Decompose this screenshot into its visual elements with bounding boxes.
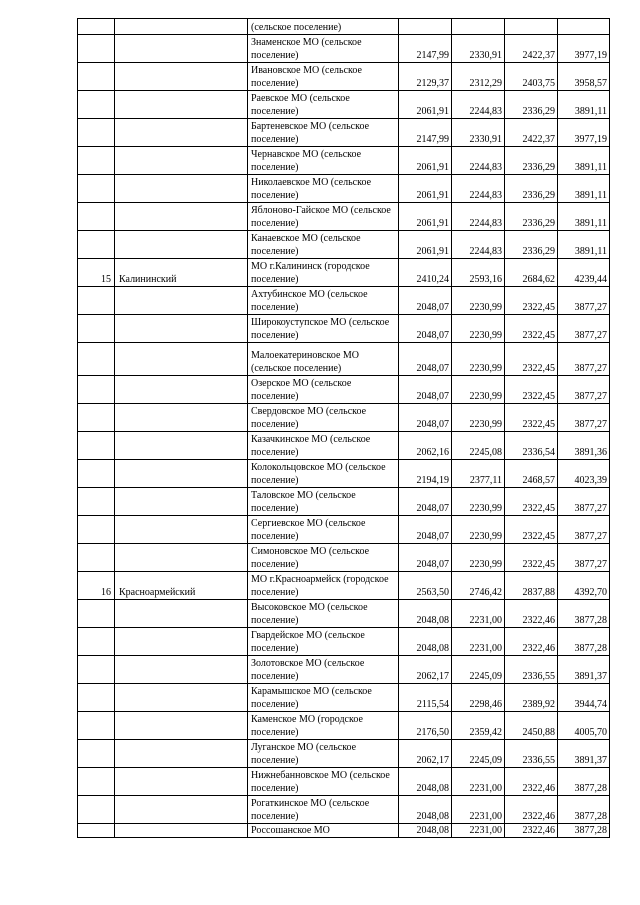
- row-number: [78, 287, 115, 315]
- value-col-1: [399, 19, 452, 35]
- table-row: [78, 231, 610, 259]
- value-col-1: 2048,07: [399, 376, 452, 404]
- municipality-name: Карамышское МО (сельское поселение): [248, 684, 399, 712]
- value-col-4: 3977,19: [558, 35, 610, 63]
- table-row: [78, 488, 610, 516]
- value-col-3: 2468,57: [505, 460, 558, 488]
- row-number: [78, 712, 115, 740]
- table-row: [78, 91, 610, 119]
- value-col-1: 2061,91: [399, 231, 452, 259]
- value-col-2: 2244,83: [452, 91, 505, 119]
- district-name: [115, 796, 248, 824]
- value-col-3: 2322,45: [505, 287, 558, 315]
- value-col-2: 2593,16: [452, 259, 505, 287]
- table-row: [78, 287, 610, 315]
- municipality-name: Бартеневское МО (сельское поселение): [248, 119, 399, 147]
- district-name: [115, 488, 248, 516]
- value-col-4: 3877,28: [558, 796, 610, 824]
- value-col-4: 3877,27: [558, 488, 610, 516]
- row-number: 15: [78, 259, 115, 287]
- value-col-1: 2176,50: [399, 712, 452, 740]
- district-name: [115, 432, 248, 460]
- value-col-1: 2061,91: [399, 203, 452, 231]
- value-col-3: [505, 19, 558, 35]
- value-col-4: 3977,19: [558, 119, 610, 147]
- value-col-4: 3891,11: [558, 175, 610, 203]
- value-col-2: 2244,83: [452, 147, 505, 175]
- value-col-2: 2230,99: [452, 404, 505, 432]
- table-body: [78, 19, 610, 838]
- value-col-1: 2061,91: [399, 175, 452, 203]
- row-number: [78, 19, 115, 35]
- row-number: 16: [78, 572, 115, 600]
- row-number: [78, 63, 115, 91]
- row-number: [78, 600, 115, 628]
- value-col-2: 2231,00: [452, 768, 505, 796]
- table-row: [78, 824, 610, 838]
- value-col-3: 2322,46: [505, 768, 558, 796]
- district-name: [115, 600, 248, 628]
- table-row: [78, 712, 610, 740]
- value-col-4: 3891,11: [558, 147, 610, 175]
- value-col-2: 2231,00: [452, 628, 505, 656]
- value-col-4: 3877,28: [558, 600, 610, 628]
- row-number: [78, 796, 115, 824]
- value-col-2: [452, 19, 505, 35]
- table-row: [78, 460, 610, 488]
- value-col-4: 3877,27: [558, 544, 610, 572]
- municipality-name: МО г.Красноармейск (городское поселение): [248, 572, 399, 600]
- value-col-1: 2115,54: [399, 684, 452, 712]
- value-col-1: 2062,16: [399, 432, 452, 460]
- value-col-1: 2048,07: [399, 287, 452, 315]
- district-name: [115, 544, 248, 572]
- value-col-4: 3877,27: [558, 404, 610, 432]
- value-col-1: 2048,07: [399, 544, 452, 572]
- municipality-name: Таловское МО (сельское поселение): [248, 488, 399, 516]
- value-col-2: 2312,29: [452, 63, 505, 91]
- value-col-2: 2230,99: [452, 488, 505, 516]
- row-number: [78, 315, 115, 343]
- row-number: [78, 768, 115, 796]
- district-name: [115, 824, 248, 838]
- value-col-3: 2322,45: [505, 343, 558, 376]
- value-col-3: 2450,88: [505, 712, 558, 740]
- row-number: [78, 175, 115, 203]
- tariff-table: [77, 18, 610, 838]
- value-col-2: 2377,11: [452, 460, 505, 488]
- district-name: [115, 404, 248, 432]
- value-col-3: 2403,75: [505, 63, 558, 91]
- table-row: [78, 147, 610, 175]
- municipality-name: Россошанское МО: [248, 824, 399, 838]
- value-col-1: 2048,07: [399, 343, 452, 376]
- value-col-1: 2048,08: [399, 628, 452, 656]
- value-col-3: 2336,29: [505, 175, 558, 203]
- value-col-4: 4023,39: [558, 460, 610, 488]
- row-number: [78, 488, 115, 516]
- district-name: [115, 343, 248, 376]
- value-col-3: 2336,54: [505, 432, 558, 460]
- value-col-2: 2245,09: [452, 656, 505, 684]
- row-number: [78, 516, 115, 544]
- table-row: [78, 119, 610, 147]
- table-row: [78, 600, 610, 628]
- table-row: [78, 796, 610, 824]
- value-col-4: 3891,11: [558, 231, 610, 259]
- table-row: [78, 19, 610, 35]
- value-col-4: 4005,70: [558, 712, 610, 740]
- municipality-name: Раевское МО (сельское поселение): [248, 91, 399, 119]
- municipality-name: Широкоуступское МО (сельское поселение): [248, 315, 399, 343]
- value-col-4: 3958,57: [558, 63, 610, 91]
- value-col-1: 2563,50: [399, 572, 452, 600]
- value-col-2: 2230,99: [452, 343, 505, 376]
- table-row: [78, 656, 610, 684]
- district-name: [115, 19, 248, 35]
- value-col-3: 2684,62: [505, 259, 558, 287]
- district-name: [115, 315, 248, 343]
- value-col-1: 2061,91: [399, 147, 452, 175]
- value-col-2: 2330,91: [452, 119, 505, 147]
- value-col-3: 2322,45: [505, 315, 558, 343]
- district-name: [115, 147, 248, 175]
- row-number: [78, 231, 115, 259]
- municipality-name: Малоекатериновское МО (сельское поселение): [248, 343, 399, 376]
- value-col-4: 3891,36: [558, 432, 610, 460]
- district-name: Красноармейский: [115, 572, 248, 600]
- value-col-1: 2048,08: [399, 600, 452, 628]
- value-col-2: 2231,00: [452, 824, 505, 838]
- table-row: [78, 628, 610, 656]
- value-col-3: 2336,29: [505, 203, 558, 231]
- value-col-2: 2245,09: [452, 740, 505, 768]
- district-name: [115, 376, 248, 404]
- value-col-2: 2231,00: [452, 796, 505, 824]
- municipality-name: Канаевское МО (сельское поселение): [248, 231, 399, 259]
- value-col-3: 2336,55: [505, 740, 558, 768]
- value-col-3: 2322,45: [505, 376, 558, 404]
- row-number: [78, 460, 115, 488]
- row-number: [78, 147, 115, 175]
- municipality-name: Золотовское МО (сельское поселение): [248, 656, 399, 684]
- value-col-3: 2322,46: [505, 796, 558, 824]
- table-row: [78, 572, 610, 600]
- district-name: [115, 740, 248, 768]
- value-col-3: 2322,45: [505, 544, 558, 572]
- value-col-1: 2048,08: [399, 768, 452, 796]
- table-row: [78, 175, 610, 203]
- value-col-2: 2359,42: [452, 712, 505, 740]
- table-row: [78, 63, 610, 91]
- row-number: [78, 35, 115, 63]
- value-col-1: 2147,99: [399, 35, 452, 63]
- value-col-1: 2048,08: [399, 824, 452, 838]
- district-name: [115, 768, 248, 796]
- municipality-name: Ивановское МО (сельское поселение): [248, 63, 399, 91]
- table-row: [78, 343, 610, 376]
- municipality-name: Яблоново-Гайское МО (сельское поселение): [248, 203, 399, 231]
- municipality-name: Рогаткинское МО (сельское поселение): [248, 796, 399, 824]
- value-col-3: 2837,88: [505, 572, 558, 600]
- municipality-name: Высоковское МО (сельское поселение): [248, 600, 399, 628]
- district-name: [115, 203, 248, 231]
- district-name: Калининский: [115, 259, 248, 287]
- municipality-name: Луганское МО (сельское поселение): [248, 740, 399, 768]
- value-col-4: 3877,28: [558, 768, 610, 796]
- value-col-1: 2062,17: [399, 740, 452, 768]
- row-number: [78, 343, 115, 376]
- value-col-1: 2048,07: [399, 516, 452, 544]
- value-col-2: 2244,83: [452, 231, 505, 259]
- value-col-3: 2336,55: [505, 656, 558, 684]
- district-name: [115, 35, 248, 63]
- row-number: [78, 203, 115, 231]
- municipality-name: Ахтубинское МО (сельское поселение): [248, 287, 399, 315]
- value-col-4: 4392,70: [558, 572, 610, 600]
- district-name: [115, 628, 248, 656]
- value-col-1: 2048,07: [399, 315, 452, 343]
- value-col-2: 2230,99: [452, 315, 505, 343]
- value-col-3: 2322,46: [505, 824, 558, 838]
- municipality-name: Симоновское МО (сельское поселение): [248, 544, 399, 572]
- value-col-2: 2298,46: [452, 684, 505, 712]
- value-col-3: 2322,45: [505, 516, 558, 544]
- row-number: [78, 544, 115, 572]
- table-row: [78, 544, 610, 572]
- municipality-name: Сергиевское МО (сельское поселение): [248, 516, 399, 544]
- table-row: [78, 684, 610, 712]
- municipality-name: Каменское МО (городское поселение): [248, 712, 399, 740]
- table-row: [78, 740, 610, 768]
- value-col-2: 2244,83: [452, 203, 505, 231]
- value-col-4: 3877,28: [558, 824, 610, 838]
- municipality-name: (сельское поселение): [248, 19, 399, 35]
- value-col-3: 2422,37: [505, 119, 558, 147]
- value-col-1: 2061,91: [399, 91, 452, 119]
- value-col-4: 3891,37: [558, 656, 610, 684]
- value-col-2: 2330,91: [452, 35, 505, 63]
- table-row: [78, 376, 610, 404]
- value-col-3: 2336,29: [505, 231, 558, 259]
- value-col-3: 2322,46: [505, 600, 558, 628]
- district-name: [115, 175, 248, 203]
- value-col-1: 2147,99: [399, 119, 452, 147]
- municipality-name: Гвардейское МО (сельское поселение): [248, 628, 399, 656]
- row-number: [78, 376, 115, 404]
- value-col-2: 2230,99: [452, 287, 505, 315]
- value-col-1: 2129,37: [399, 63, 452, 91]
- table-row: [78, 315, 610, 343]
- value-col-1: 2048,08: [399, 796, 452, 824]
- value-col-4: 3877,27: [558, 516, 610, 544]
- value-col-2: 2230,99: [452, 516, 505, 544]
- value-col-4: 3891,11: [558, 91, 610, 119]
- value-col-4: 4239,44: [558, 259, 610, 287]
- district-name: [115, 656, 248, 684]
- value-col-3: 2389,92: [505, 684, 558, 712]
- table-row: [78, 259, 610, 287]
- value-col-2: 2230,99: [452, 376, 505, 404]
- value-col-4: [558, 19, 610, 35]
- value-col-3: 2422,37: [505, 35, 558, 63]
- district-name: [115, 231, 248, 259]
- value-col-3: 2322,46: [505, 628, 558, 656]
- value-col-2: 2231,00: [452, 600, 505, 628]
- municipality-name: Колокольцовское МО (сельское поселение): [248, 460, 399, 488]
- district-name: [115, 91, 248, 119]
- value-col-3: 2322,45: [505, 488, 558, 516]
- table-row: [78, 404, 610, 432]
- value-col-1: 2048,07: [399, 488, 452, 516]
- value-col-1: 2410,24: [399, 259, 452, 287]
- value-col-4: 3877,27: [558, 287, 610, 315]
- value-col-4: 3877,27: [558, 343, 610, 376]
- row-number: [78, 628, 115, 656]
- value-col-4: 3877,27: [558, 315, 610, 343]
- value-col-4: 3877,27: [558, 376, 610, 404]
- district-name: [115, 712, 248, 740]
- value-col-2: 2244,83: [452, 175, 505, 203]
- municipality-name: Чернавское МО (сельское поселение): [248, 147, 399, 175]
- municipality-name: Озерское МО (сельское поселение): [248, 376, 399, 404]
- row-number: [78, 824, 115, 838]
- row-number: [78, 432, 115, 460]
- value-col-4: 3877,28: [558, 628, 610, 656]
- table-row: [78, 516, 610, 544]
- value-col-1: 2194,19: [399, 460, 452, 488]
- value-col-3: 2336,29: [505, 91, 558, 119]
- municipality-name: Свердовское МО (сельское поселение): [248, 404, 399, 432]
- value-col-4: 3944,74: [558, 684, 610, 712]
- value-col-4: 3891,11: [558, 203, 610, 231]
- municipality-name: Нижнебанновское МО (сельское поселение): [248, 768, 399, 796]
- row-number: [78, 119, 115, 147]
- table-row: [78, 203, 610, 231]
- municipality-name: Знаменское МО (сельское поселение): [248, 35, 399, 63]
- district-name: [115, 516, 248, 544]
- row-number: [78, 656, 115, 684]
- municipality-name: МО г.Калининск (городское поселение): [248, 259, 399, 287]
- value-col-3: 2322,45: [505, 404, 558, 432]
- value-col-3: 2336,29: [505, 147, 558, 175]
- value-col-2: 2746,42: [452, 572, 505, 600]
- district-name: [115, 684, 248, 712]
- row-number: [78, 684, 115, 712]
- value-col-1: 2048,07: [399, 404, 452, 432]
- row-number: [78, 91, 115, 119]
- district-name: [115, 287, 248, 315]
- district-name: [115, 460, 248, 488]
- district-name: [115, 63, 248, 91]
- table-row: [78, 35, 610, 63]
- table-row: [78, 432, 610, 460]
- district-name: [115, 119, 248, 147]
- value-col-2: 2230,99: [452, 544, 505, 572]
- row-number: [78, 404, 115, 432]
- value-col-4: 3891,37: [558, 740, 610, 768]
- municipality-name: Казачкинское МО (сельское поселение): [248, 432, 399, 460]
- municipality-name: Николаевское МО (сельское поселение): [248, 175, 399, 203]
- table-row: [78, 768, 610, 796]
- value-col-1: 2062,17: [399, 656, 452, 684]
- row-number: [78, 740, 115, 768]
- value-col-2: 2245,08: [452, 432, 505, 460]
